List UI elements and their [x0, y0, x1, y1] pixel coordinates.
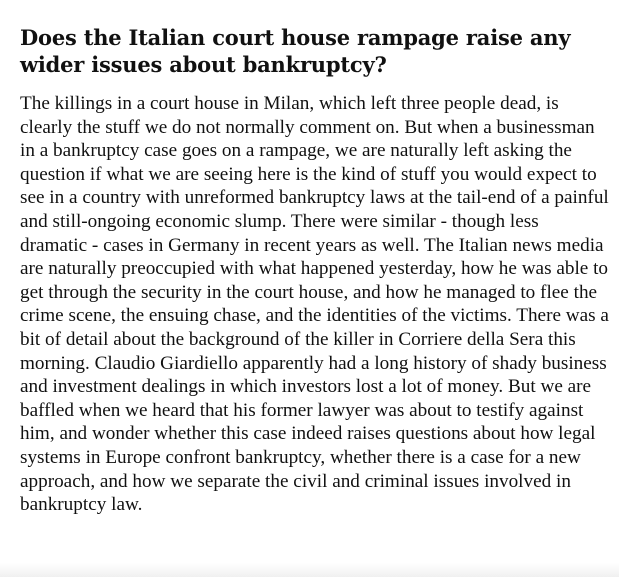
article-body: The killings in a court house in Milan, which left three people dead, is clearly the stuff we do not normally comment on. But when a businessman in a bankruptcy case goes on a rampage, we are naturally left asking the question if what we are seeing here is the kind of stuff you would expect to see in a country with unreformed bankruptcy laws at the tail-end of a painful and still-ongoing economic slump. There were similar - though less dramatic - cases in Germany in recent years as well. The Italian news media are naturally preoccupied with what happened yesterday, how he was able to get through the security in the court house, and how he managed to flee the crime scene, the ensuing chase, and the identities of the victims. There was a bit of detail about the background of the killer in Corriere della Sera this morning. Claudio Giardiello apparently had a long history of shady business and investment dealings in which investors lost a lot of money. But we are baffled when we heard that his former lawyer was about to testify against him, and wonder whether this case indeed raises questions about how legal systems in Europe confront bankruptcy, whether there is a case for a new approach, and how we separate the civil and criminal issues involved in bankruptcy law. [20, 93, 609, 516]
article-title: Does the Italian court house rampage raise any wider issues about bankruptcy? [20, 25, 571, 77]
bottom-fade [0, 563, 619, 577]
article [20, 24, 610, 517]
